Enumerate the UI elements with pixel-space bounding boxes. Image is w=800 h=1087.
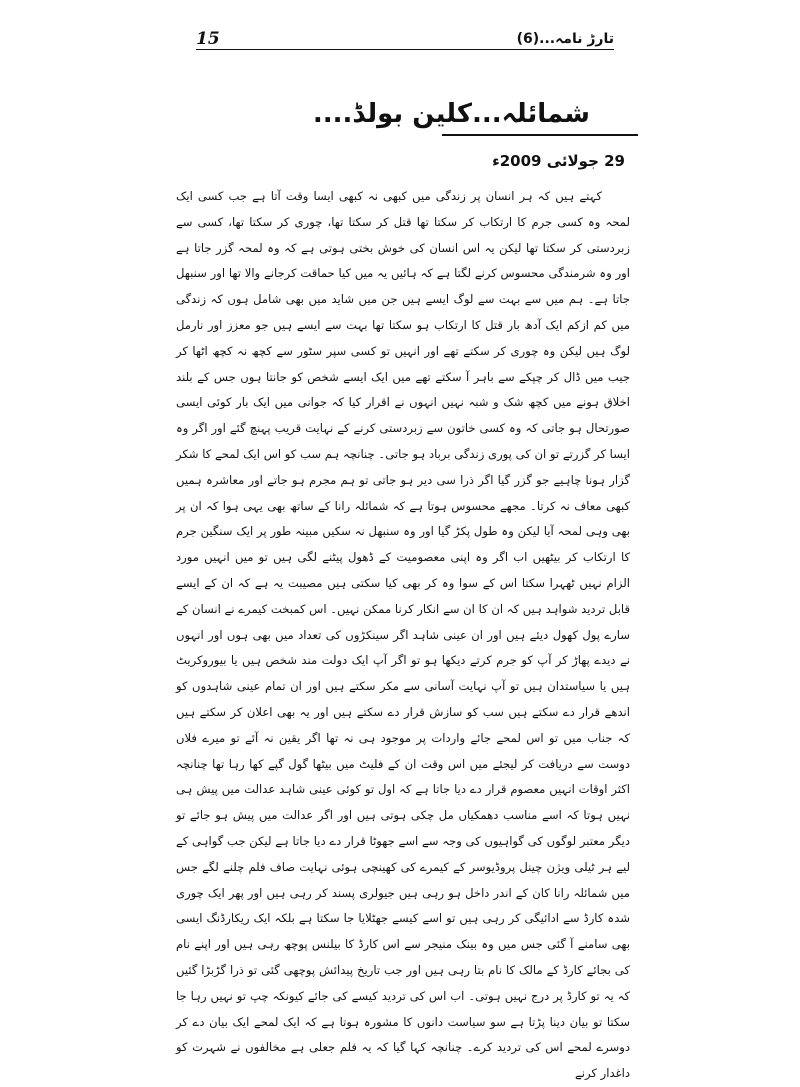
chapter-title: شمائلہ...کلین بولڈ....	[312, 99, 590, 129]
header-divider	[196, 49, 614, 50]
page-number: 15	[196, 29, 220, 49]
article-body	[176, 184, 630, 1087]
title-underline	[442, 134, 638, 136]
page-header	[196, 24, 614, 48]
column-date: 29 جولائی 2009ء	[492, 152, 625, 170]
running-title: تارڑ نامہ...(6)	[516, 31, 614, 47]
body-paragraph: کہتے ہیں کہ ہر انسان پر زندگی میں کبھی نہ کبھی ایسا وقت آتا ہے جب کسی ایک لمحہ وہ کسی جرم کا ارتکاب کر سکتا تھا قتل کر سکتا تھا، چوری کر سکتا تھا، کسی سے زبردستی کر سکتا تھا لیکن یہ اس انسان کی خوش بختی ہوتی ہے کہ وہ لمحہ گزر جاتا ہے اور وہ شرمندگی محسوس کرنے لگتا ہے کہ ہائیں یہ میں کیا حماقت کرجانے والا تھا اور سنبھل جاتا ہے۔ ہم میں سے بہت سے لوگ ایسے ہیں جن میں شاید میں بھی شامل ہوں کہ زندگی میں کم ازکم ایک آدھ بار قتل کا ارتکاب ہو سکتا تھا بہت سے ایسے ہیں جو معزز اور نارمل لوگ ہیں لیکن وہ چوری کر سکتے تھے اور انہیں تو کسی سپر سٹور سے کچھ نہ کچھ اٹھا کر جیب میں ڈال کر چپکے سے باہر آ سکتے تھے میں ایک ایسے شخص کو جانتا ہوں جس کے بلند اخلاق ہونے میں کچھ شک و شبہ نہیں انہوں نے اقرار کیا کہ جوانی میں ایک بار کوئی ایسی صورتحال ہو جاتی کہ وہ کسی خاتون سے زبردستی کرنے کے نہایت قریب پہنچ گئے اور اگر وہ ایسا کر گزرتے تو ان کی پوری زندگی برباد ہو جاتی۔ چنانچہ ہم سب کو اس ایک لمحے کا شکر گزار ہونا چاہیے جو گزر گیا اگر ذرا سی دیر ہو جاتی تو ہم مجرم ہو جاتے اور معاشرہ ہمیں کبھی معاف نہ کرتا۔ مجھے محسوس ہوتا ہے کہ شمائلہ رانا کے ساتھ بھی یہی ہوا کہ ان پر بھی وہی لمحہ آیا لیکن وہ طول پکڑ گیا اور وہ سنبھل نہ سکیں مبینہ طور پر ایک سنگین جرم کا ارتکاب کر بیٹھیں اب اگر وہ اپنی معصومیت کے ڈھول پیٹنے لگی ہیں تو میں انہیں مورد الزام نہیں ٹھہرا سکتا اس کے سوا وہ کر بھی کیا سکتی ہیں مصیبت یہ ہے کہ ان کے ایسے قابل تردید شواہد ہیں کہ ان کا ان سے انکار کرنا ممکن نہیں۔ اس کمبخت کیمرے نے انسان کے سارے پول کھول دیئے ہیں اور ان عینی شاہد اگر سینکڑوں کی تعداد میں بھی ہوں اور انہوں نے دیدے پھاڑ کر آپ کو جرم کرتے دیکھا ہو تو اگر آپ ایک دولت مند شخص ہیں یا بیوروکریٹ ہیں یا سیاستدان ہیں تو آپ نہایت آسانی سے مکر سکتے ہیں اور ان تمام عینی شاہدوں کو اندھے قرار دے سکتے ہیں سب کو سازش قرار دے سکتے ہیں اور یہ بھی اعلان کر سکتے ہیں کہ جناب میں تو اس لمحے جائے واردات پر موجود ہی نہ تھا اگر یقین نہ آئے تو میرے فلاں دوست سے دریافت کر لیجئے میں اس وقت ان کے فلیٹ میں بیٹھا گول گپے کھا رہا تھا چنانچہ اکثر اوقات انہیں معصوم قرار دے دیا جاتا ہے کہ اول تو کوئی عینی شاہد عدالت میں پیش ہی نہیں ہوتا کہ اسے مناسب دھمکیاں مل چکی ہوتی ہیں اور اگر عدالت میں پیش ہو جائے تو دیگر معتبر لوگوں کی گواہیوں کی وجہ سے اسے جھوٹا قرار دے دیا جاتا ہے لیکن جب گواہی کے لیے ہر ٹیلی ویژن چینل پروڈیوسر کے کیمرے کی کھینچی ہوئی نہایت صاف فلم چلنے لگے جس میں شمائلہ رانا کان کے اندر داخل ہو رہی ہیں جیولری پسند کر رہی ہیں اور پھر ایک چوری شدہ کارڈ سے ادائیگی کر رہی ہیں تو اسے کیسے جھٹلایا جا سکتا ہے بلکہ ایک ریکارڈنگ ایسی بھی سامنے آ گئی جس میں وہ بینک منیجر سے اس کارڈ کا بیلنس پوچھ رہی ہیں اور اپنے نام کی بجائے کارڈ کے مالک کا نام بتا رہی ہیں اور جب تاریخ پیدائش پوچھی گئی تو ذرا گڑبڑا گئیں کہ یہ تو کارڈ پر درج نہیں ہوتی۔ اب اس کی تردید کیسے کی جائے کیونکہ چپ تو نہیں رہا جا سکتا تو بیان دینا پڑتا ہے سو سیاست دانوں کا مشورہ ہوتا ہے کہ ایک لمحے ایک بیان دے کر دوسرے لمحے اس کی تردید کرے۔ چنانچہ کہا گیا کہ یہ فلم جعلی ہے مخالفوں نے شہرت کو داغدار کرنے	[176, 189, 630, 1081]
